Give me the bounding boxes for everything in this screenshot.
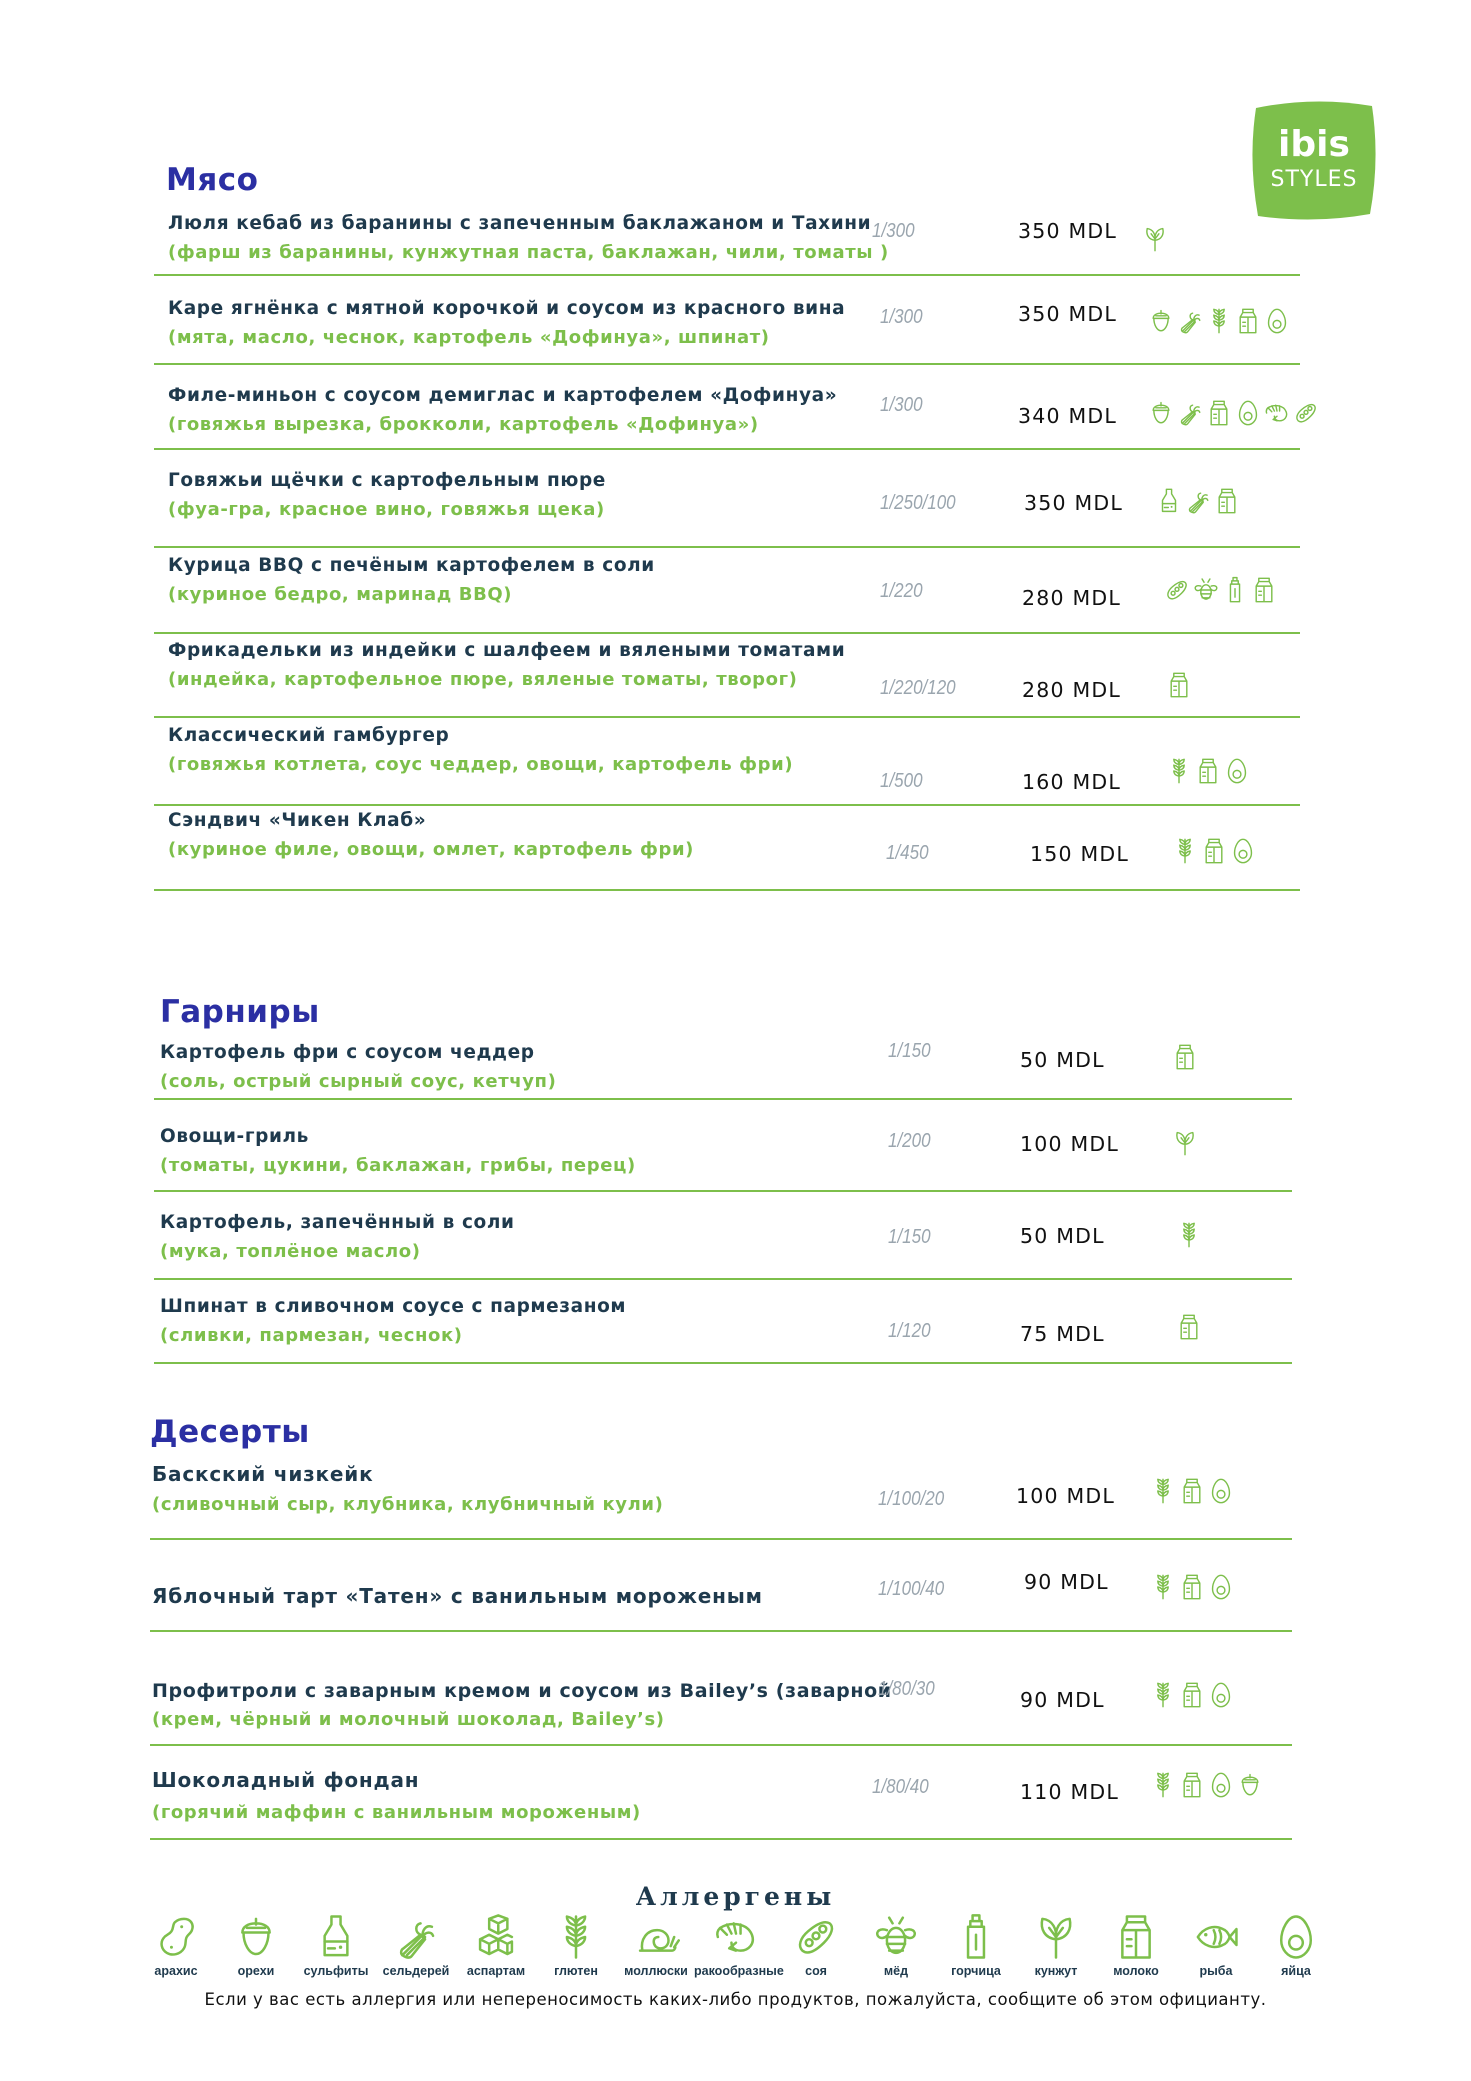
logo-text-sub: STYLES xyxy=(1270,167,1358,192)
legend-item xyxy=(374,1912,458,1978)
legend-label: рыба xyxy=(1199,1964,1233,1978)
item-description: (горячий маффин с ванильным мороженым) xyxy=(152,1802,641,1823)
legend-label: кунжут xyxy=(1034,1964,1078,1978)
divider xyxy=(154,1278,1292,1280)
legend-label: соя xyxy=(805,1964,827,1978)
legend-item xyxy=(294,1912,378,1978)
item-portion: 1/150 xyxy=(888,1226,931,1248)
legend-label: мёд xyxy=(883,1964,909,1978)
celery-icon xyxy=(1177,398,1203,428)
shrimp-icon xyxy=(1264,398,1290,428)
item-price: 350 MDL xyxy=(1024,491,1123,515)
legend-item xyxy=(214,1912,298,1978)
egg-icon xyxy=(1272,1912,1320,1962)
gluten-icon xyxy=(1150,1680,1176,1710)
item-description: (сливки, пармезан, чеснок) xyxy=(160,1325,463,1346)
item-description: (говяжья котлета, соус чеддер, овощи, картофель фри) xyxy=(168,754,794,775)
soy-icon xyxy=(792,1912,840,1962)
item-description: (индейка, картофельное пюре, вяленые томаты, творог) xyxy=(168,669,798,690)
divider xyxy=(154,448,1300,450)
item-portion: 1/450 xyxy=(886,842,929,864)
legend-item xyxy=(1174,1912,1258,1978)
item-portion: 1/300 xyxy=(880,394,923,416)
divider xyxy=(150,1744,1292,1746)
item-description: (фуа-гра, красное вино, говяжья щека) xyxy=(168,499,605,520)
divider xyxy=(154,363,1300,365)
soy-icon xyxy=(1293,398,1319,428)
legend-item xyxy=(694,1912,784,1978)
legend-item xyxy=(454,1912,538,1978)
egg-icon xyxy=(1224,756,1250,786)
milk-icon xyxy=(1235,306,1261,336)
gluten-icon xyxy=(1176,1220,1202,1250)
item-name: Шоколадный фондан xyxy=(152,1768,420,1792)
sulfite-icon xyxy=(1156,486,1182,516)
item-price: 340 MDL xyxy=(1018,404,1117,428)
item-description: (куриное бедро, маринад BBQ) xyxy=(168,584,513,605)
item-portion: 1/300 xyxy=(872,220,915,242)
item-price: 110 MDL xyxy=(1020,1780,1119,1804)
item-allergen-icons xyxy=(1156,486,1240,516)
legend-item xyxy=(1254,1912,1338,1978)
legend-item xyxy=(774,1912,858,1978)
gluten-icon xyxy=(1166,756,1192,786)
nuts-icon xyxy=(232,1912,280,1962)
gluten-icon xyxy=(1150,1572,1176,1602)
milk-icon xyxy=(1179,1680,1205,1710)
item-price: 50 MDL xyxy=(1020,1224,1105,1248)
ibis-styles-logo xyxy=(1250,98,1378,222)
legend-label: глютен xyxy=(554,1964,598,1978)
legend-label: горчица xyxy=(951,1964,1001,1978)
sesame-icon xyxy=(1172,1128,1198,1158)
milk-icon xyxy=(1166,670,1192,700)
egg-icon xyxy=(1208,1770,1234,1800)
item-allergen-icons xyxy=(1176,1220,1202,1250)
item-name: Говяжьи щёчки с картофельным пюре xyxy=(168,470,606,491)
celery-icon xyxy=(1185,486,1211,516)
item-portion: 1/100/40 xyxy=(878,1578,945,1600)
item-description: (говяжья вырезка, брокколи, картофель «Дофинуа») xyxy=(168,414,759,435)
egg-icon xyxy=(1230,836,1256,866)
legend-label: аспартам xyxy=(466,1964,526,1978)
honey-icon xyxy=(872,1912,920,1962)
milk-icon xyxy=(1201,836,1227,866)
divider xyxy=(154,716,1300,718)
divider xyxy=(154,889,1300,891)
item-name: Профитроли с заварным кремом и соусом из Bailey’s (заварной xyxy=(152,1680,892,1702)
egg-icon xyxy=(1264,306,1290,336)
legend-label: орехи xyxy=(237,1964,275,1978)
divider xyxy=(154,632,1300,634)
item-allergen-icons xyxy=(1142,224,1168,254)
celery-icon xyxy=(392,1912,440,1962)
legend-item xyxy=(1014,1912,1098,1978)
item-portion: 1/250/100 xyxy=(880,492,956,514)
soy-icon xyxy=(1164,575,1190,605)
legend-item xyxy=(134,1912,218,1978)
item-name: Курица BBQ с печёным картофелем в соли xyxy=(168,555,655,576)
fish-icon xyxy=(1192,1912,1240,1962)
item-portion: 1/220 xyxy=(880,580,923,602)
item-name: Классический гамбургер xyxy=(168,725,450,746)
celery-icon xyxy=(1177,306,1203,336)
item-description: (соль, острый сырный соус, кетчуп) xyxy=(160,1071,557,1092)
item-description: (фарш из баранины, кунжутная паста, баклажан, чили, томаты ) xyxy=(168,242,889,263)
milk-icon xyxy=(1179,1572,1205,1602)
allergy-footer-note: Если у вас есть аллергия или непереносимость каких-либо продуктов, пожалуйста, сообщите об этом официанту. xyxy=(204,1990,1267,2009)
item-allergen-icons xyxy=(1150,1770,1263,1800)
item-allergen-icons xyxy=(1150,1476,1234,1506)
milk-icon xyxy=(1195,756,1221,786)
item-name: Фрикадельки из индейки с шалфеем и вялеными томатами xyxy=(168,640,846,661)
item-price: 280 MDL xyxy=(1022,586,1121,610)
item-portion: 1/80/40 xyxy=(872,1776,929,1798)
item-name: Филе-миньон с соусом демиглас и картофелем «Дофинуа» xyxy=(168,385,838,406)
legend-label: моллюски xyxy=(624,1964,688,1978)
item-price: 100 MDL xyxy=(1020,1132,1119,1156)
gluten-icon xyxy=(552,1912,600,1962)
item-allergen-icons xyxy=(1176,1312,1202,1342)
item-name: Картофель фри с соусом чеддер xyxy=(160,1042,535,1063)
item-name: Люля кебаб из баранины с запеченным баклажаном и Тахини xyxy=(168,213,872,234)
mollusc-icon xyxy=(632,1912,680,1962)
item-price: 280 MDL xyxy=(1022,678,1121,702)
item-price: 50 MDL xyxy=(1020,1048,1105,1072)
item-description: (крем, чёрный и молочный шоколад, Bailey’s) xyxy=(152,1709,665,1730)
item-portion: 1/500 xyxy=(880,770,923,792)
item-price: 160 MDL xyxy=(1022,770,1121,794)
item-name: Сэндвич «Чикен Клаб» xyxy=(168,810,427,831)
gluten-icon xyxy=(1150,1770,1176,1800)
item-name: Картофель, запечённый в соли xyxy=(160,1212,515,1233)
sulfite-icon xyxy=(312,1912,360,1962)
peanut-icon xyxy=(152,1912,200,1962)
divider xyxy=(154,274,1300,276)
gluten-icon xyxy=(1206,306,1232,336)
divider xyxy=(150,1538,1292,1540)
milk-icon xyxy=(1251,575,1277,605)
item-portion: 1/200 xyxy=(888,1130,931,1152)
egg-icon xyxy=(1208,1680,1234,1710)
allergens-legend xyxy=(148,1912,1348,1982)
nuts-icon xyxy=(1237,1770,1263,1800)
item-description: (мята, масло, чеснок, картофель «Дофинуа», шпинат) xyxy=(168,327,770,348)
legend-label: молоко xyxy=(1113,1964,1159,1978)
legend-item xyxy=(934,1912,1018,1978)
item-allergen-icons xyxy=(1172,1128,1198,1158)
gluten-icon xyxy=(1172,836,1198,866)
sesame-icon xyxy=(1142,224,1168,254)
item-name: Овощи-гриль xyxy=(160,1126,309,1147)
divider xyxy=(150,1630,1292,1632)
allergens-legend-title: Аллергены xyxy=(635,1882,836,1911)
divider xyxy=(154,1190,1292,1192)
divider xyxy=(154,804,1300,806)
item-name: Шпинат в сливочном соусе с пармезаном xyxy=(160,1296,627,1317)
item-name: Баскский чизкейк xyxy=(152,1462,374,1486)
mustard-icon xyxy=(1222,575,1248,605)
milk-icon xyxy=(1214,486,1240,516)
legend-item xyxy=(1094,1912,1178,1978)
item-price: 150 MDL xyxy=(1030,842,1129,866)
item-allergen-icons xyxy=(1164,575,1277,605)
item-price: 75 MDL xyxy=(1020,1322,1105,1346)
item-allergen-icons xyxy=(1150,1572,1234,1602)
item-description: (сливочный сыр, клубника, клубничный кули) xyxy=(152,1494,664,1515)
section-title-meat: Мясо xyxy=(166,162,259,198)
egg-icon xyxy=(1208,1476,1234,1506)
divider xyxy=(154,1098,1292,1100)
milk-icon xyxy=(1176,1312,1202,1342)
legend-label: арахис xyxy=(154,1964,198,1978)
item-portion: 1/120 xyxy=(888,1320,931,1342)
item-description: (томаты, цукини, баклажан, грибы, перец) xyxy=(160,1155,636,1176)
item-price: 350 MDL xyxy=(1018,219,1117,243)
item-price: 350 MDL xyxy=(1018,302,1117,326)
item-allergen-icons xyxy=(1150,1680,1234,1710)
item-allergen-icons xyxy=(1166,756,1250,786)
legend-label: сульфиты xyxy=(303,1964,369,1978)
section-title-sides: Гарниры xyxy=(160,994,320,1030)
legend-item xyxy=(614,1912,698,1978)
item-name: Яблочный тарт «Татен» с ванильным мороженым xyxy=(152,1584,763,1608)
item-allergen-icons xyxy=(1148,398,1319,428)
nuts-icon xyxy=(1148,398,1174,428)
mustard-icon xyxy=(952,1912,1000,1962)
milk-icon xyxy=(1172,1042,1198,1072)
item-portion: 1/300 xyxy=(880,306,923,328)
milk-icon xyxy=(1206,398,1232,428)
item-name: Каре ягнёнка с мятной корочкой и соусом из красного вина xyxy=(168,298,846,319)
logo-text-main: ibis xyxy=(1278,124,1350,165)
egg-icon xyxy=(1208,1572,1234,1602)
milk-icon xyxy=(1179,1476,1205,1506)
legend-item xyxy=(534,1912,618,1978)
item-portion: 1/150 xyxy=(888,1040,931,1062)
nuts-icon xyxy=(1148,306,1174,336)
item-price: 90 MDL xyxy=(1020,1688,1105,1712)
item-allergen-icons xyxy=(1172,1042,1198,1072)
item-portion: 1/80/30 xyxy=(878,1678,935,1700)
shrimp-icon xyxy=(712,1912,760,1962)
milk-icon xyxy=(1112,1912,1160,1962)
item-allergen-icons xyxy=(1172,836,1256,866)
honey-icon xyxy=(1193,575,1219,605)
legend-item xyxy=(854,1912,938,1978)
divider xyxy=(154,546,1300,548)
section-title-desserts: Десерты xyxy=(150,1414,310,1450)
legend-label: ракообразные xyxy=(694,1964,784,1978)
aspartame-icon xyxy=(472,1912,520,1962)
egg-icon xyxy=(1235,398,1261,428)
item-price: 90 MDL xyxy=(1024,1570,1109,1594)
item-price: 100 MDL xyxy=(1016,1484,1115,1508)
item-allergen-icons xyxy=(1166,670,1192,700)
item-portion: 1/220/120 xyxy=(880,677,956,699)
item-allergen-icons xyxy=(1148,306,1290,336)
gluten-icon xyxy=(1150,1476,1176,1506)
legend-label: сельдерей xyxy=(382,1964,450,1978)
legend-label: яйца xyxy=(1281,1964,1311,1978)
milk-icon xyxy=(1179,1770,1205,1800)
divider xyxy=(154,1362,1292,1364)
item-description: (мука, топлёное масло) xyxy=(160,1241,421,1262)
item-description: (куриное филе, овощи, омлет, картофель фри) xyxy=(168,839,694,860)
item-portion: 1/100/20 xyxy=(878,1488,945,1510)
sesame-icon xyxy=(1032,1912,1080,1962)
divider xyxy=(150,1838,1292,1840)
